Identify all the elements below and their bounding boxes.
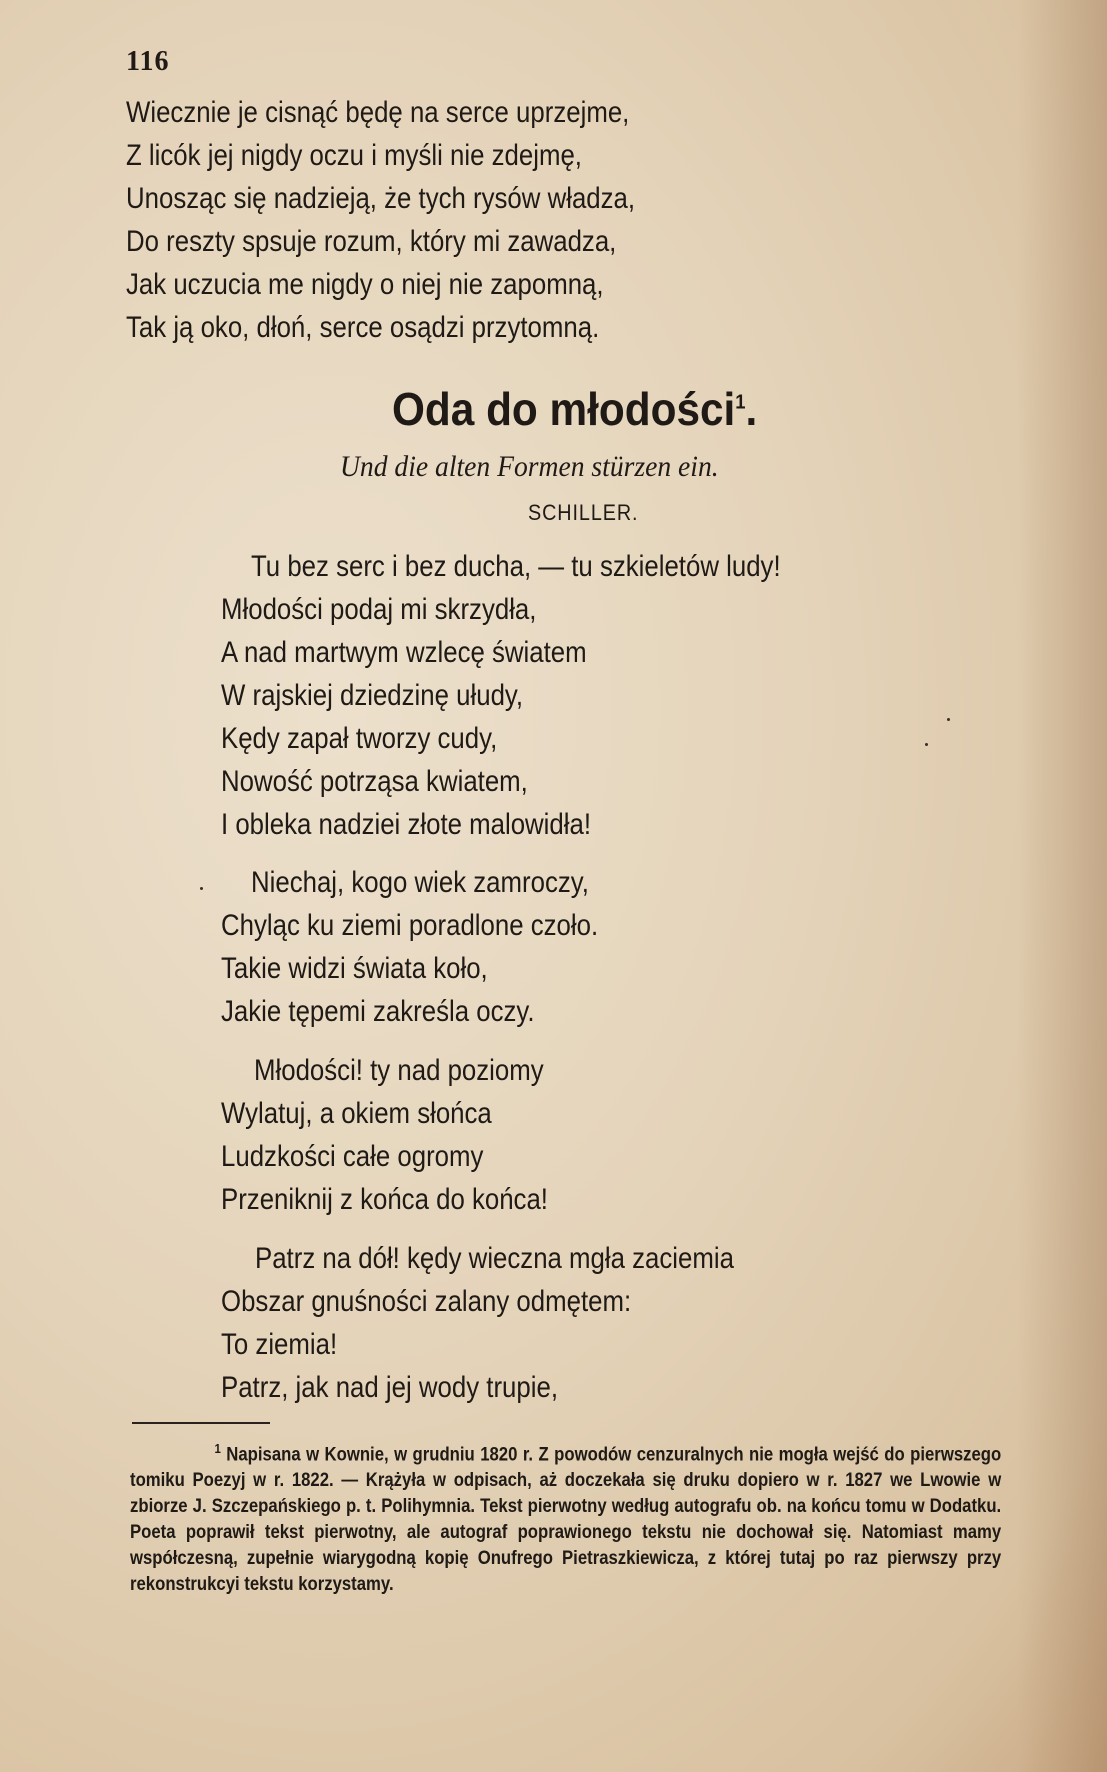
footnote-reference: 1 [735,391,746,414]
paper-speck [947,718,950,721]
top-stanza-line: Tak ją oko, dłoń, serce osądzi przytomną. [126,311,600,344]
paper-speck [925,743,928,746]
footnote-rule [132,1422,270,1424]
poem-title [392,382,757,436]
top-stanza-line: Unosząc się nadzieją, że tych rysów władza, [126,182,636,215]
poem-line: Obszar gnuśności zalany odmętem: [221,1285,632,1318]
poem-line: Chyląc ku ziemi poradlone czoło. [221,909,599,942]
poem-title-text: Oda do młodości [392,383,736,435]
footnote-text: Napisana w Kownie, w grudniu 1820 r. Z powodów cenzuralnych nie mogła wejść do pierwszego tomiku Poezyj w r. 1822. — Krążyła w odpisach, aż doczekała się druku dopiero w r. 1827 we Lwowie w zbiorze J. Szczepańskiego p. t. Polihymnia. Tekst pierwotny według autografu ob. na końcu tomu w Dodatku. Poeta poprawił tekst pierwotny, ale autograf poprawionego tekstu nie dochował się. Natomiast mamy współczesną, zupełnie wiarygodną kopię Onufrego Pietraszkiewicza, z której tutaj po raz pierwszy przy rekonstrukcyi tekstu korzystamy. [130,1444,1002,1596]
poem-line: Młodości podaj mi skrzydła, [221,593,537,626]
poem-line: Młodości! ty nad poziomy [254,1054,544,1087]
poem-line: Niechaj, kogo wiek zamroczy, [251,866,589,899]
top-stanza-line: Z licók jej nigdy oczu i myśli nie zdejmę, [126,139,582,172]
poem-line: Nowość potrząsa kwiatem, [221,765,528,798]
poem-line: Przeniknij z końca do końca! [221,1183,548,1216]
poem-line: To ziemia! [221,1328,338,1361]
poem-line: Ludzkości całe ogromy [221,1140,484,1173]
top-stanza-line: Wiecznie je cisnąć będę na serce uprzejme, [126,96,630,129]
top-stanza-line: Do reszty spsuje rozum, który mi zawadza, [126,225,617,258]
poem-line: Wylatuj, a okiem słońca [221,1097,492,1130]
poem-line: Jakie tępemi zakreśla oczy. [221,995,535,1028]
paper-speck [200,887,203,890]
poem-line: Patrz, jak nad jej wody trupie, [221,1371,559,1404]
epigraph: Und die alten Formen stürzen ein. [340,450,719,483]
poem-title-period: . [745,383,758,435]
page-edge-shadow [1017,0,1107,1772]
footnote [130,1436,1001,1598]
poem-line: Tu bez serc i bez ducha, — tu szkieletów ludy! [251,550,781,583]
poem-line: Kędy zapał tworzy cudy, [221,722,498,755]
page-number: 116 [126,46,170,77]
top-stanza-line: Jak uczucia me nigdy o niej nie zapomną, [126,268,604,301]
poem-line: Takie widzi świata koło, [221,952,488,985]
poem-line: I obleka nadziei złote malowidła! [221,808,592,841]
poem-line: Patrz na dół! kędy wieczna mgła zaciemia [255,1242,734,1275]
poem-line: W rajskiej dziedzinę ułudy, [221,679,524,712]
footnote-mark: 1 [214,1441,221,1456]
poem-line: A nad martwym wzlecę światem [221,636,587,669]
epigraph-author: SCHILLER. [528,500,639,525]
